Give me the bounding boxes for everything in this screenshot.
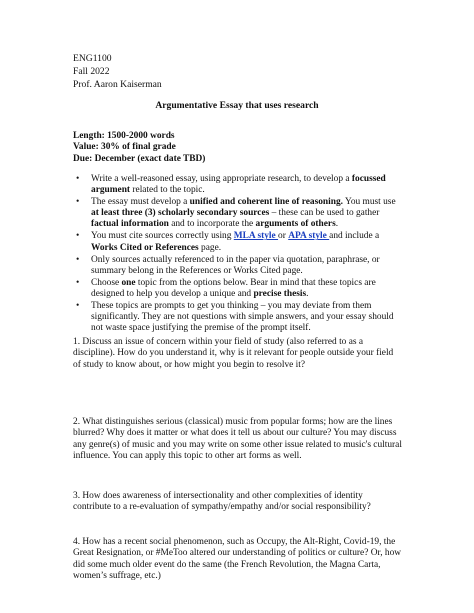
topic-3: 3. How does awareness of intersectionality and other complexities of identity contribute to a re-evaluation of sympathy/empathy and/or social responsibility? xyxy=(73,491,371,513)
requirements-list xyxy=(73,174,403,335)
assignment-meta xyxy=(73,131,205,165)
requirement-item: • Choose one topic from the options below. Bear in mind that these topics are designed to help you develop a unique and precise thesis. xyxy=(73,278,403,300)
course-code: ENG1100 xyxy=(73,53,112,64)
requirement-item: • Write a well-reasoned essay, using appropriate research, to develop a focussed argument related to the topic. xyxy=(73,174,403,196)
course-term: Fall 2022 xyxy=(73,66,110,78)
requirement-item: • These topics are prompts to get you thinking – you may deviate from them significantly. They are not questions with simple answers, and your essay should not waste space justifying the premise of the prompt itself. xyxy=(73,301,403,334)
mla-style-link[interactable]: MLA style xyxy=(233,231,279,242)
topic-1: 1. Discuss an issue of concern within your field of study (also referred to as a discipline). How do you understand it, why is it relevant for people outside your field of study to know about, or how might you begin to resolve it? xyxy=(73,337,394,370)
topic-2: 2. What distinguishes serious (classical) music from popular forms; how are the lines blurred? Why does it matter or what does it tell us about our culture? You may discuss any genre(s) of music and you may write on some other issue related to music's cultural influence. You can apply this topic to other art forms as well. xyxy=(73,417,402,461)
grade-value: Value: 30% of final grade xyxy=(73,142,176,153)
requirement-item: • The essay must develop a unified and coherent line of reasoning. You must use at least three (3) scholarly secondary sources – these can be used to gather factual information and to incorporate the arguments of others. xyxy=(73,197,403,230)
length-requirement: Length: 1500-2000 words xyxy=(73,131,175,141)
course-header xyxy=(73,52,162,92)
requirement-item: • Only sources actually referenced to in the paper via quotation, paraphrase, or summary belong in the References or Works Cited page. xyxy=(73,255,403,277)
assignment-title: Argumentative Essay that uses research xyxy=(155,100,319,111)
apa-style-link[interactable]: APA style xyxy=(288,231,330,242)
topic-4: 4. How has a recent social phenomenon, such as Occupy, the Alt-Right, Covid-19, the Great Resignation, or #MeToo altered our understanding of politics or culture? Or, how did some much older event do the same (the French Revolution, the Magna Carta, women’s suffrage, etc.) xyxy=(73,537,402,581)
due-date: Due: December (exact date TBD) xyxy=(73,153,206,164)
instructor-name: Prof. Aaron Kaiserman xyxy=(73,79,162,91)
requirement-item: • You must cite sources correctly using MLA style or APA style and include a Works Cited or References page. xyxy=(73,231,403,253)
